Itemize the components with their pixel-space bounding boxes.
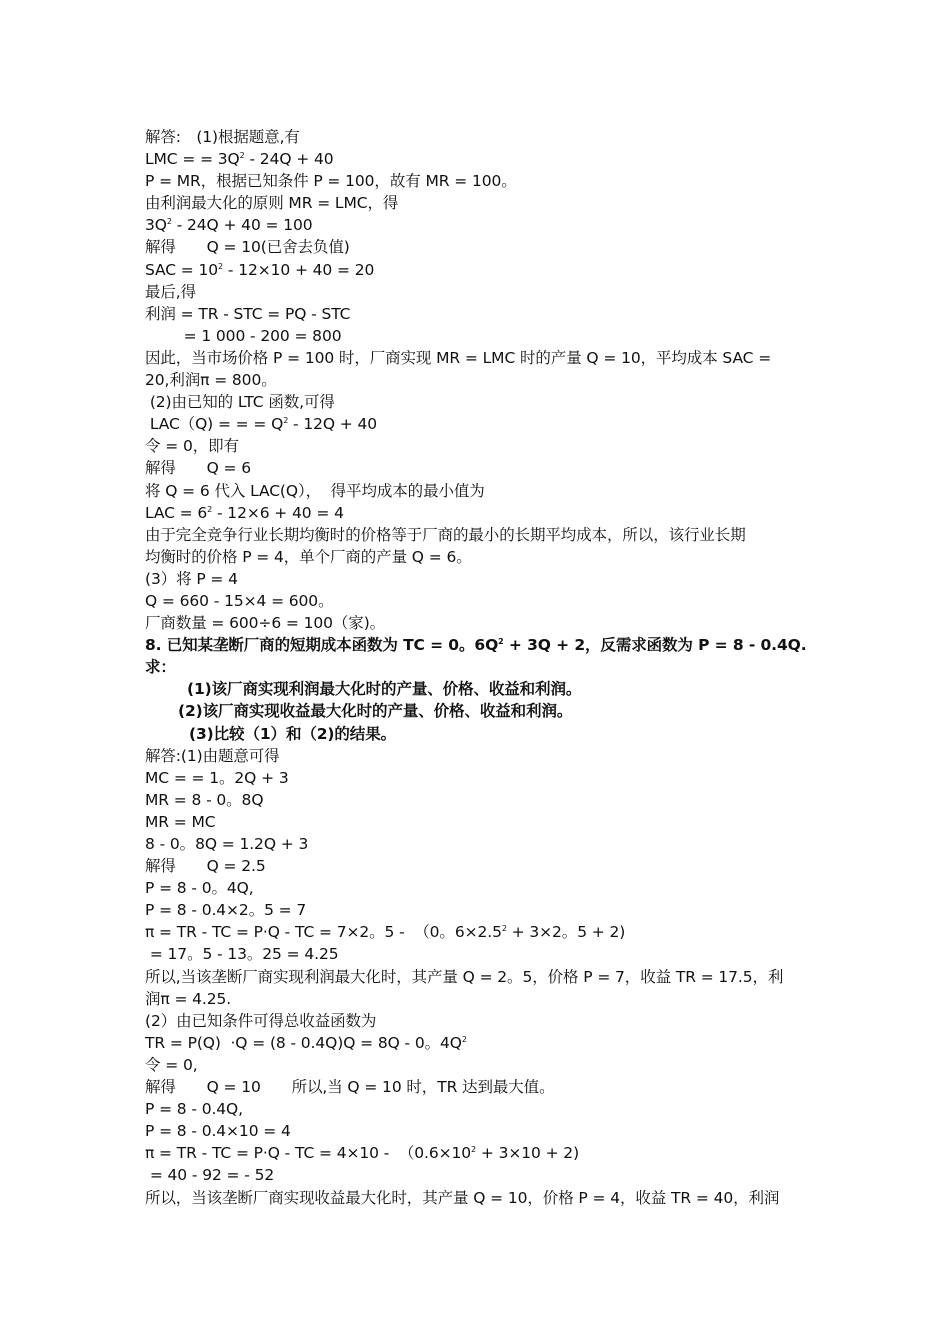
answer-text-line [145, 1187, 815, 1209]
text-segment: (1)该厂商实现利润最大化时的产量、价格、收益和利润。 [187, 680, 582, 699]
text-segment: 解得 Q = 10(已舍去负值) [145, 238, 350, 257]
text-segment: 所以，当该垄断厂商实现收益最大化时，其产量 Q = 10，价格 P = 4，收益 TR = 40，利润 [145, 1188, 780, 1207]
answer-text-line [145, 457, 815, 479]
answer-text-line [145, 1098, 815, 1120]
answer-text-line [145, 1164, 815, 1186]
answer-text-line [145, 170, 815, 192]
text-segment: LMC = = 3Q [145, 150, 240, 169]
text-segment: (3)比较（1）和（2)的结果。 [189, 724, 397, 743]
text-segment: 令 = 0, [145, 1055, 198, 1074]
answer-text-line [145, 988, 815, 1010]
answer-text-line [145, 899, 815, 921]
answer-text-line [145, 855, 815, 877]
answer-text-line [145, 148, 815, 170]
answer-text-line [145, 236, 815, 258]
answer-text-line [145, 391, 815, 413]
question-text-line [145, 700, 815, 722]
text-segment: - 24Q + 40 = 100 [171, 216, 313, 235]
answer-text-line [145, 767, 815, 789]
answer-text-line [145, 590, 815, 612]
text-segment: π = TR - TC = P·Q - TC = 4×10 - （0.6×10 [145, 1144, 472, 1163]
answer-text-line [145, 259, 815, 281]
answer-text-line [145, 1054, 815, 1076]
text-segment: 将 Q = 6 代入 LAC(Q）， 得平均成本的最小值为 [145, 481, 485, 500]
text-segment: 最后,得 [145, 282, 197, 301]
text-segment: 利润 = TR - STC = PQ - STC [145, 304, 351, 323]
text-segment: 8 - 0。8Q = 1.2Q + 3 [145, 835, 309, 853]
superscript: 2 [239, 151, 245, 161]
text-segment: 解得 Q = 6 [145, 459, 252, 478]
answer-text-line [145, 745, 815, 767]
answer-text-line [145, 943, 815, 965]
text-segment: + 3×2。5 + 2) [506, 923, 626, 942]
answer-text-line [145, 966, 815, 988]
text-segment: + 3Q + 2，反需求函数为 P = 8 - 0.4Q. [503, 636, 807, 655]
question-text-line [145, 634, 815, 656]
answer-text-line [145, 303, 815, 325]
answer-text-line [145, 921, 815, 943]
superscript: 2 [207, 504, 213, 514]
text-segment: P = 8 - 0.4×2。5 = 7 [145, 901, 307, 920]
text-segment: TR = P(Q) ·Q = (8 - 0.4Q)Q = 8Q - 0。4Q [145, 1033, 462, 1052]
text-segment: 20,利润π = 800。 [145, 371, 277, 390]
text-segment: 所以,当该垄断厂商实现利润最大化时，其产量 Q = 2。5，价格 P = 7，收益 TR = 17.5，利 [145, 967, 784, 986]
answer-text-line [145, 789, 815, 811]
question-text-line [145, 723, 815, 745]
text-segment: (2)该厂商实现收益最大化时的产量、价格、收益和利润。 [178, 702, 573, 721]
text-segment: = 17。5 - 13。25 = 4.25 [145, 945, 339, 964]
text-segment: P = 8 - 0。4Q, [145, 879, 254, 898]
answer-text-line [145, 480, 815, 502]
answer-text-line [145, 192, 815, 214]
text-segment: MC = = 1。2Q + 3 [145, 768, 289, 787]
text-segment: - 12Q + 40 [288, 415, 378, 434]
text-segment: = 1 000 - 200 = 800 [145, 326, 342, 345]
text-segment: 由利润最大化的原则 MR = LMC，得 [145, 194, 399, 213]
text-segment: Q = 660 - 15×4 = 600。 [145, 591, 334, 610]
answer-text-line [145, 833, 815, 855]
answer-text-line [145, 612, 815, 634]
text-segment: = 40 - 92 = - 52 [145, 1166, 275, 1185]
answer-text-line [145, 1032, 815, 1054]
document-body [145, 126, 815, 1209]
text-segment: 解得 Q = 10 所以,当 Q = 10 时，TR 达到最大值。 [145, 1078, 555, 1097]
answer-text-line [145, 413, 815, 435]
answer-text-line [145, 502, 815, 524]
answer-text-line [145, 568, 815, 590]
text-segment: 解答:(1)由题意可得 [145, 746, 280, 765]
answer-text-line [145, 1010, 815, 1032]
text-segment: 解答: (1)根据题意,有 [145, 128, 300, 146]
answer-text-line [145, 369, 815, 391]
answer-text-line [145, 811, 815, 833]
superscript: 2 [501, 924, 507, 934]
text-segment: 8. 已知某垄断厂商的短期成本函数为 TC = 0。6Q [145, 636, 499, 655]
text-segment: + 3×10 + 2) [476, 1144, 580, 1163]
text-segment: 因此，当市场价格 P = 100 时，厂商实现 MR = LMC 时的产量 Q = 10，平均成本 SAC = [145, 348, 772, 367]
answer-text-line [145, 281, 815, 303]
text-segment: MR = MC [145, 812, 216, 831]
superscript: 2 [166, 217, 172, 227]
text-segment: 解得 Q = 2.5 [145, 857, 266, 876]
text-segment: π = TR - TC = P·Q - TC = 7×2。5 - （0。6×2.5 [145, 923, 502, 942]
text-segment: SAC = 10 [145, 260, 219, 279]
text-segment: P = 8 - 0.4Q, [145, 1100, 243, 1119]
answer-text-line [145, 214, 815, 236]
answer-text-line [145, 1142, 815, 1164]
text-segment: LAC = 6 [145, 503, 208, 522]
text-segment: 由于完全竞争行业长期均衡时的价格等于厂商的最小的长期平均成本，所以，该行业长期 [145, 525, 746, 544]
text-segment: 求： [145, 658, 176, 677]
answer-text-line [145, 435, 815, 457]
text-segment: 均衡时的价格 P = 4，单个厂商的产量 Q = 6。 [145, 547, 472, 566]
text-segment: 3Q [145, 216, 167, 235]
text-segment: 令 = 0，即有 [145, 437, 239, 456]
question-text-line [145, 678, 815, 700]
answer-text-line [145, 325, 815, 347]
answer-text-line [145, 347, 815, 369]
superscript: 2 [471, 1145, 477, 1155]
answer-text-line [145, 877, 815, 899]
text-segment: P = 8 - 0.4×10 = 4 [145, 1122, 291, 1141]
text-segment: (2)由已知的 LTC 函数,可得 [145, 393, 335, 412]
answer-text-line [145, 546, 815, 568]
text-segment: 厂商数量 = 600÷6 = 100（家)。 [145, 614, 386, 633]
question-text-line [145, 656, 815, 678]
text-segment: - 24Q + 40 [244, 150, 334, 169]
text-segment: - 12×10 + 40 = 20 [223, 260, 375, 279]
answer-text-line [145, 126, 815, 148]
text-segment: (3）将 P = 4 [145, 569, 238, 588]
text-segment: LAC（Q) = = = Q [145, 415, 284, 434]
text-segment: P = MR，根据已知条件 P = 100，故有 MR = 100。 [145, 172, 517, 191]
answer-text-line [145, 1120, 815, 1142]
superscript: 2 [218, 261, 224, 271]
text-segment: MR = 8 - 0。8Q [145, 790, 264, 809]
text-segment: - 12×6 + 40 = 4 [212, 503, 344, 522]
superscript: 2 [461, 1034, 467, 1044]
superscript: 2 [283, 416, 289, 426]
text-segment: (2）由已知条件可得总收益函数为 [145, 1011, 377, 1030]
answer-text-line [145, 1076, 815, 1098]
text-segment: 润π = 4.25. [145, 989, 232, 1008]
answer-text-line [145, 524, 815, 546]
superscript: 2 [498, 637, 504, 647]
